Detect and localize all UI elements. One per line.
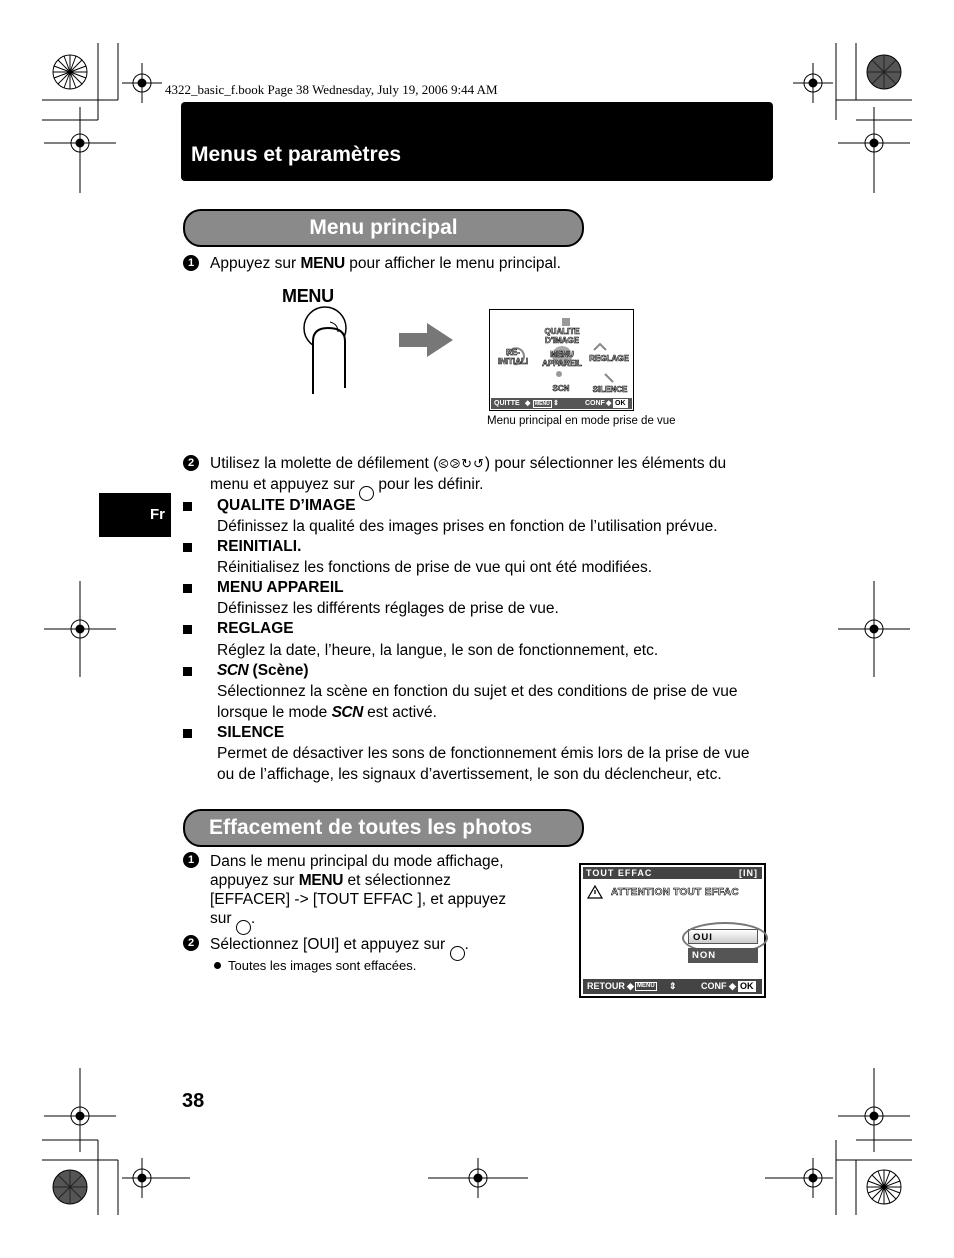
screen-bottom-bar: RETOUR ◆ MENU ⇕ CONF ◆ OK — [583, 979, 762, 994]
ok-func-button-icon — [359, 486, 374, 501]
item-title-qualite: QUALITE D’IMAGE — [217, 497, 356, 514]
menu-button-illustration-label: MENU — [282, 286, 334, 306]
erase-note: Toutes les images sont effacées. — [228, 958, 417, 973]
section-heading-menu-principal: Menu principal — [183, 209, 584, 247]
language-tab: Fr — [99, 493, 171, 537]
ok-func-button-icon — [236, 920, 251, 935]
bullet — [183, 543, 192, 552]
item-title-reglage: REGLAGE — [217, 620, 294, 637]
item-title-menu-appareil: MENU APPAREIL — [217, 579, 344, 596]
item-desc-qualite: Définissez la qualité des images prises en fonction de l’utilisation prévue. — [217, 518, 718, 535]
bullet — [183, 625, 192, 634]
item-desc-reinit: Réinitialisez les fonctions de prise de vue qui ont été modifiées. — [217, 559, 653, 576]
warning-icon — [587, 885, 603, 899]
section-heading-effacement: Effacement de toutes les photos — [183, 809, 584, 847]
step1-text: Appuyez sur MENU pour afficher le menu principal. — [210, 255, 561, 272]
erase-step1-text: Dans le menu principal du mode affichage, appuyez sur MENU et sélectionnez [EFFACER] -> [TOUT EFFAC ], et appuyez sur . — [210, 852, 560, 935]
dial-icons: ⧀⧁↻↺ — [438, 456, 485, 471]
ok-func-button-icon — [450, 946, 465, 961]
bullet — [183, 502, 192, 511]
page-title: Menus et paramètres — [191, 143, 402, 166]
item-desc-menu-appareil: Définissez les différents réglages de prise de vue. — [217, 600, 559, 617]
item-desc-silence: Permet de désactiver les sons de fonctionnement émis lors de la prise de vue ou de l’affichage, les signaux d’avertissement, le son du déclencheur, etc. — [217, 745, 750, 783]
item-title-silence: SILENCE — [217, 724, 285, 741]
screen-label-menu-appareil: MENU APPAREIL — [542, 350, 582, 368]
arrows-icon: ⇕ — [553, 400, 559, 407]
illustration-caption: Menu principal en mode prise de vue — [487, 415, 676, 427]
screen-label-silence: SILENCE — [592, 385, 628, 394]
item-title-reinit: REINITIALI. — [217, 538, 302, 555]
step-number: 2 — [183, 455, 199, 471]
step-number: 1 — [183, 852, 199, 868]
main-menu-screen — [489, 309, 634, 411]
step-number: 1 — [183, 255, 199, 271]
screen-warning-text: ATTENTION TOUT EFFAC — [611, 887, 739, 898]
bullet — [183, 584, 192, 593]
bullet — [183, 667, 192, 676]
arrow-right-icon — [399, 323, 455, 357]
item-desc-reglage: Réglez la date, l’heure, la langue, le son de fonctionnement, etc. — [217, 642, 659, 659]
updown-arrows-icon: ⇕ — [669, 981, 677, 991]
screen-label-reinit: RE- INITIALI — [497, 348, 529, 366]
screen-label-reglage: REGLAGE — [589, 354, 629, 363]
item-desc-scn: Sélectionnez la scène en fonction du sujet et des conditions de prise de vue lorsque le mode SCN est activé. — [217, 683, 738, 721]
page-number: 38 — [182, 1090, 205, 1112]
erase-all-screen — [579, 863, 766, 998]
bullet — [183, 729, 192, 738]
option-oui[interactable]: OUI — [688, 929, 758, 944]
step-number: 2 — [183, 935, 199, 951]
menu-button-label: MENU — [300, 255, 345, 272]
screen-title-bar: TOUT EFFAC [IN] — [583, 867, 762, 879]
step2-text: Utilisez la molette de défilement (⧀⧁↻↺) pour sélectionner les éléments du menu et appuyez sur pour les définir. — [210, 454, 780, 501]
file-header: 4322_basic_f.book Page 38 Wednesday, July 19, 2006 9:44 AM — [165, 82, 498, 97]
title-bar — [181, 102, 773, 181]
screen-bottom-bar: QUITTE ◆ MENU ⇕ CONF ◆ OK — [491, 398, 632, 409]
finger-press-icon — [298, 306, 358, 394]
screen-label-scn: SCN — [552, 384, 570, 393]
screen-label-qualite: QUALITE D'IMAGE — [544, 327, 580, 345]
item-title-scn: SCN (Scène) — [217, 662, 309, 679]
option-non[interactable]: NON — [688, 948, 758, 963]
erase-step2-text: Sélectionnez [OUI] et appuyez sur . — [210, 935, 469, 961]
note-dot — [214, 962, 221, 969]
